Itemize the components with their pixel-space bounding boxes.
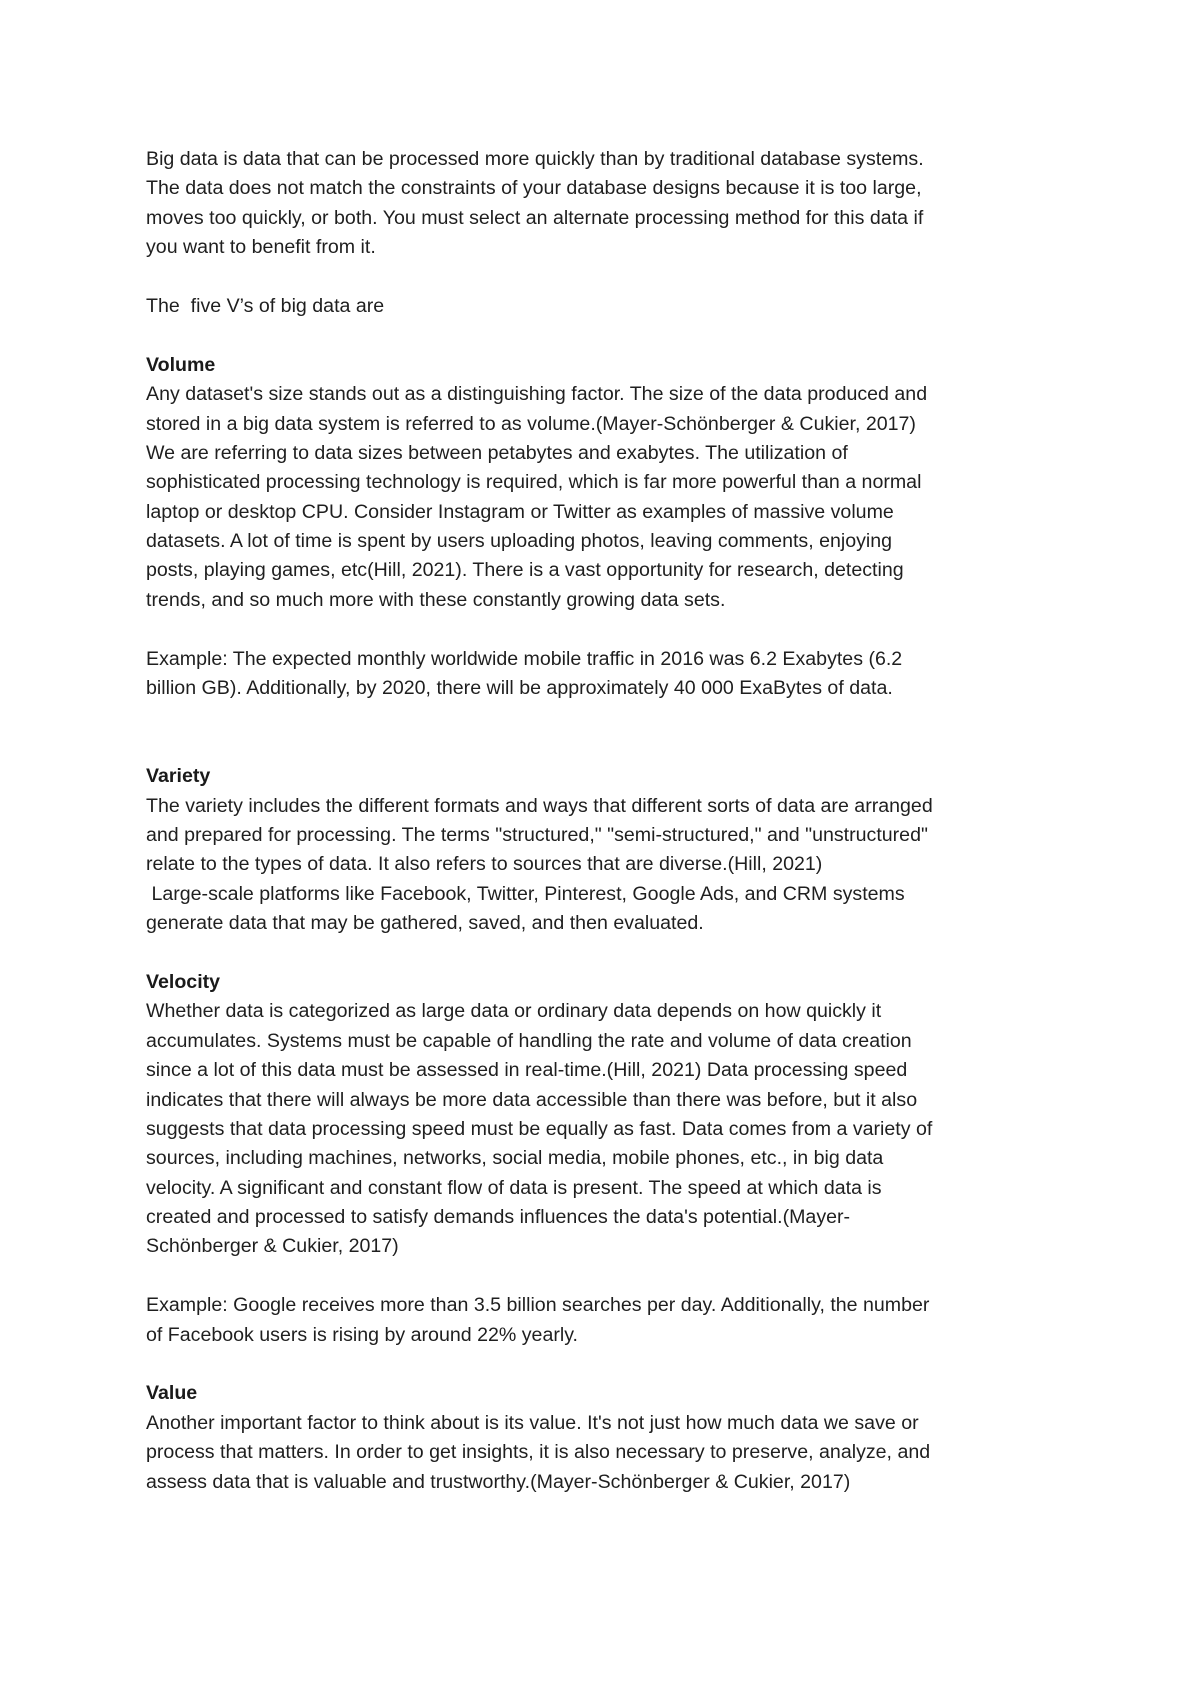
paragraph-spacer bbox=[146, 615, 1066, 644]
paragraph-line: velocity. A significant and constant flow of data is present. The speed at which data is bbox=[146, 1176, 882, 1199]
paragraph-line: Whether data is categorized as large data or ordinary data depends on how quickly it bbox=[146, 1000, 882, 1023]
variety-section bbox=[146, 762, 1066, 938]
velocity-example-line: Example: Google receives more than 3.5 billion searches per day. Additionally, the number bbox=[146, 1294, 930, 1317]
paragraph-line: assess data that is valuable and trustworthy.(Mayer-Schönberger & Cukier, 2017) bbox=[146, 1470, 851, 1493]
paragraph-line: created and processed to satisfy demands influences the data's potential.(Mayer- bbox=[146, 1206, 851, 1229]
paragraph-line: and prepared for processing. The terms "structured," "semi-structured," and "unstructured" bbox=[146, 824, 928, 846]
paragraph-line: The data does not match the constraints of your database designs because it is too large, bbox=[146, 177, 922, 200]
paragraph-spacer bbox=[146, 1262, 1066, 1291]
paragraph-line: laptop or desktop CPU. Consider Instagram or Twitter as examples of massive volume bbox=[146, 500, 894, 523]
paragraph-spacer bbox=[146, 703, 1066, 762]
paragraph-line: suggests that data processing speed must be equally as fast. Data comes from a variety of bbox=[146, 1117, 933, 1140]
paragraph-line: trends, and so much more with these constantly growing data sets. bbox=[146, 588, 726, 611]
paragraph-line: The variety includes the different formats and ways that different sorts of data are arranged bbox=[146, 794, 933, 817]
paragraph-line: Any dataset's size stands out as a distinguishing factor. The size of the data produced and bbox=[146, 383, 928, 406]
paragraph-line: posts, playing games, etc(Hill, 2021). There is a vast opportunity for research, detecting bbox=[146, 559, 904, 582]
paragraph-spacer bbox=[146, 1350, 1066, 1379]
variety-heading: Variety bbox=[146, 765, 211, 788]
volume-heading: Volume bbox=[146, 353, 216, 376]
paragraph-line: Schönberger & Cukier, 2017) bbox=[146, 1235, 399, 1258]
volume-example-line: billion GB). Additionally, by 2020, there will be approximately 40 000 ExaBytes of data. bbox=[146, 677, 893, 700]
paragraph-line: sophisticated processing technology is required, which is far more powerful than a normal bbox=[146, 471, 922, 494]
paragraph-line: datasets. A lot of time is spent by users uploading photos, leaving comments, enjoying bbox=[146, 530, 893, 553]
value-section bbox=[146, 1379, 1066, 1497]
intro-paragraph bbox=[146, 145, 1066, 263]
velocity-heading: Velocity bbox=[146, 970, 221, 993]
paragraph-line: since a lot of this data must be assessed in real-time.(Hill, 2021) Data processing speed bbox=[146, 1059, 908, 1082]
paragraph-line: process that matters. In order to get insights, it is also necessary to preserve, analyze, and bbox=[146, 1441, 931, 1464]
paragraph-line: moves too quickly, or both. You must select an alternate processing method for this data if bbox=[146, 206, 924, 229]
value-heading: Value bbox=[146, 1382, 198, 1405]
paragraph-line: Another important factor to think about is its value. It's not just how much data we save or bbox=[146, 1411, 919, 1434]
paragraph-line: stored in a big data system is referred to as volume.(Mayer-Schönberger & Cukier, 2017) bbox=[146, 412, 916, 435]
volume-section bbox=[146, 351, 1066, 704]
paragraph-line: indicates that there will always be more data accessible than there was before, but it also bbox=[146, 1088, 918, 1111]
paragraph-line: sources, including machines, networks, social media, mobile phones, etc., in big data bbox=[146, 1147, 884, 1170]
paragraph-line: you want to benefit from it. bbox=[146, 236, 376, 259]
volume-example-line: Example: The expected monthly worldwide mobile traffic in 2016 was 6.2 Exabytes (6.2 bbox=[146, 647, 903, 670]
velocity-example-line: of Facebook users is rising by around 22% yearly. bbox=[146, 1323, 578, 1346]
paragraph-line: Big data is data that can be processed more quickly than by traditional database systems. bbox=[146, 148, 924, 170]
velocity-section bbox=[146, 968, 1066, 1350]
document-body bbox=[146, 145, 1066, 1497]
paragraph-spacer bbox=[146, 321, 1066, 350]
paragraph-line: generate data that may be gathered, saved, and then evaluated. bbox=[146, 912, 704, 935]
paragraph-line: Large-scale platforms like Facebook, Twitter, Pinterest, Google Ads, and CRM systems bbox=[146, 882, 905, 905]
paragraph-line: We are referring to data sizes between petabytes and exabytes. The utilization of bbox=[146, 441, 848, 464]
paragraph-spacer bbox=[146, 263, 1066, 292]
paragraph-spacer bbox=[146, 939, 1066, 968]
five-vs-intro: The five V’s of big data are bbox=[146, 294, 385, 317]
paragraph-line: accumulates. Systems must be capable of handling the rate and volume of data creation bbox=[146, 1029, 912, 1052]
paragraph-line: relate to the types of data. It also refers to sources that are diverse.(Hill, 2021) bbox=[146, 853, 823, 876]
